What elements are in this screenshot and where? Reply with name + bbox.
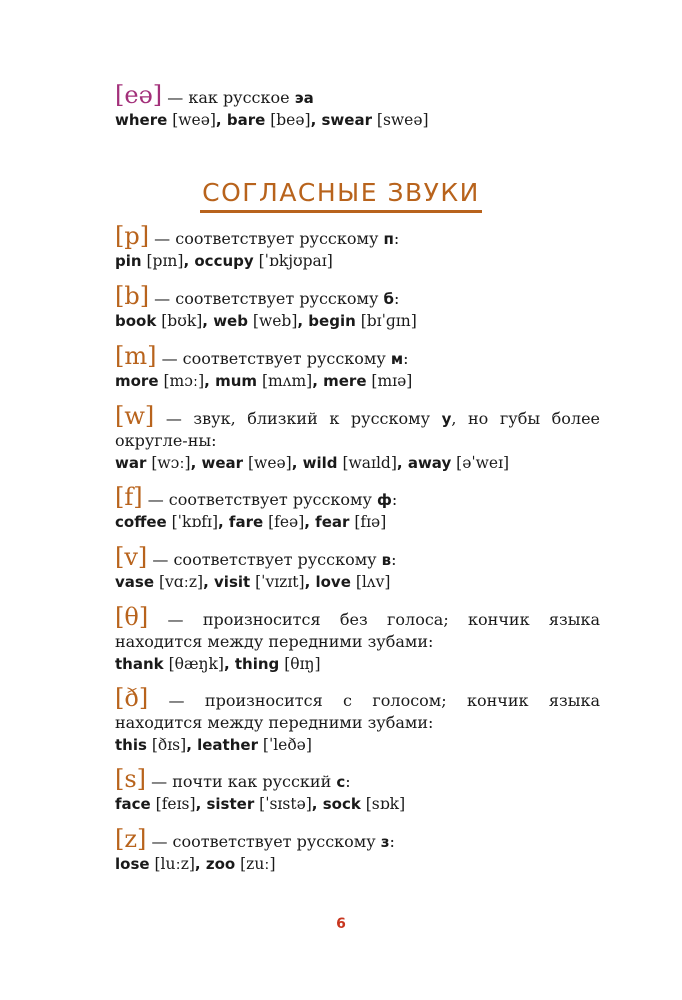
phoneme-symbol: [w] bbox=[115, 402, 155, 430]
entry-phoneme bbox=[115, 404, 600, 473]
entry-phoneme bbox=[115, 827, 600, 874]
example-word: vase bbox=[115, 573, 155, 591]
entry-ea bbox=[115, 83, 600, 130]
example-ipa: [sɒk] bbox=[360, 795, 406, 813]
entry-phoneme bbox=[115, 605, 600, 674]
entry-phoneme bbox=[115, 284, 600, 331]
example-ipa: [fɪə] bbox=[349, 513, 387, 531]
example-word: mere bbox=[323, 372, 367, 390]
example-word: this bbox=[115, 736, 147, 754]
example-word: thank bbox=[115, 655, 164, 673]
example-words: coffee [ˈkɒfɪ], fare [feə], fear [fɪə] bbox=[115, 513, 387, 531]
example-ipa: [weə] bbox=[167, 111, 216, 129]
entry-phoneme bbox=[115, 485, 600, 532]
example-word: fare bbox=[228, 513, 264, 531]
example-ipa: [beə] bbox=[265, 111, 311, 129]
example-ipa: [əˈweɪ] bbox=[451, 454, 510, 472]
example-ipa: [feə] bbox=[263, 513, 305, 531]
example-words: face [feɪs], sister [ˈsɪstə], sock [sɒk] bbox=[115, 795, 406, 813]
example-word: occupy bbox=[194, 252, 254, 270]
example-ipa: [ˈɒkjʊpaɪ] bbox=[253, 252, 333, 270]
entry-phoneme bbox=[115, 344, 600, 391]
entry-phoneme bbox=[115, 545, 600, 592]
example-word: fear bbox=[315, 513, 350, 531]
phoneme-symbol: [ð] bbox=[115, 684, 149, 712]
example-ipa: [θæŋk] bbox=[163, 655, 224, 673]
example-word: zoo bbox=[205, 855, 236, 873]
example-word: pin bbox=[115, 252, 142, 270]
example-ipa: [bʊk] bbox=[156, 312, 203, 330]
example-ipa: [bɪˈɡɪn] bbox=[355, 312, 417, 330]
phoneme-symbol: [z] bbox=[115, 825, 147, 853]
phoneme-description: — соответствует русскому bbox=[146, 832, 381, 851]
phoneme-description-tail: : bbox=[403, 349, 409, 368]
example-ipa: [ˈleðə] bbox=[257, 736, 312, 754]
phoneme-bold: у bbox=[441, 410, 452, 428]
phoneme-description-tail: : bbox=[393, 229, 400, 248]
example-ipa: [feɪs] bbox=[150, 795, 196, 813]
example-word: face bbox=[115, 795, 151, 813]
example-words: pin [pɪn], occupy [ˈɒkjʊpaɪ] bbox=[115, 252, 333, 270]
example-words: more [mɔː], mum [mʌm], mere [mɪə] bbox=[115, 372, 413, 390]
phoneme-description-tail: : bbox=[391, 550, 397, 569]
phoneme-bold: з bbox=[380, 833, 390, 851]
phoneme-symbol: [θ] bbox=[115, 603, 149, 631]
example-word: leather bbox=[197, 736, 258, 754]
example-word: wild bbox=[302, 454, 338, 472]
phoneme-symbol: [p] bbox=[115, 222, 150, 250]
example-ipa: [wɔː] bbox=[146, 454, 191, 472]
example-word: wear bbox=[201, 454, 244, 472]
example-ipa: [sweə] bbox=[371, 111, 429, 129]
phoneme-bold: эа bbox=[294, 89, 314, 107]
phoneme-description: — соответствует русскому bbox=[149, 229, 384, 248]
example-word: swear bbox=[321, 111, 372, 129]
example-word: mum bbox=[215, 372, 258, 390]
example-ipa: [ˈvɪzɪt] bbox=[250, 573, 305, 591]
example-ipa: [web] bbox=[247, 312, 298, 330]
phoneme-description: — соответствует русскому bbox=[149, 289, 384, 308]
phoneme-description-tail: , но губы более округле-ны: bbox=[115, 409, 601, 450]
phoneme-description: — произносится без голоса; кончик языка находится между передними зубами: bbox=[115, 610, 600, 651]
example-words: thank [θæŋk], thing [θɪŋ] bbox=[115, 655, 321, 673]
example-ipa: [mʌm] bbox=[257, 372, 313, 390]
phoneme-symbol: [eə] bbox=[115, 81, 163, 109]
example-ipa: [θɪŋ] bbox=[279, 655, 321, 673]
example-word: lose bbox=[115, 855, 150, 873]
example-word: war bbox=[115, 454, 147, 472]
example-ipa: [lʌv] bbox=[350, 573, 391, 591]
phoneme-description: — звук, близкий к русскому bbox=[154, 409, 442, 428]
phoneme-bold: ф bbox=[376, 491, 392, 509]
example-ipa: [ˈsɪstə] bbox=[254, 795, 312, 813]
example-ipa: [weə] bbox=[243, 454, 292, 472]
phoneme-description: — как русское bbox=[162, 88, 295, 107]
phoneme-symbol: [s] bbox=[115, 765, 147, 793]
example-word: more bbox=[115, 372, 159, 390]
example-ipa: [pɪn] bbox=[141, 252, 184, 270]
example-words: war [wɔː], wear [weə], wild [waɪld], away [əˈweɪ] bbox=[115, 454, 510, 472]
phoneme-description: — соответствует русскому bbox=[147, 550, 382, 569]
example-ipa: [vɑːz] bbox=[154, 573, 204, 591]
section-title-text: СОГЛАСНЫЕ ЗВУКИ bbox=[200, 178, 482, 213]
example-ipa: [waɪld] bbox=[337, 454, 397, 472]
phoneme-description: — соответствует русскому bbox=[142, 490, 377, 509]
phoneme-description-tail: : bbox=[393, 289, 400, 308]
example-ipa: [ˈkɒfɪ] bbox=[166, 513, 218, 531]
example-word: where bbox=[115, 111, 168, 129]
example-word: away bbox=[407, 454, 452, 472]
phoneme-description-tail: : bbox=[391, 490, 398, 509]
section-title bbox=[0, 178, 682, 213]
phoneme-description: — почти как русский bbox=[146, 772, 337, 791]
example-word: book bbox=[115, 312, 157, 330]
example-ipa: [mɔː] bbox=[158, 372, 205, 390]
example-word: web bbox=[213, 312, 248, 330]
example-ipa: [zuː] bbox=[235, 855, 276, 873]
phoneme-symbol: [m] bbox=[115, 342, 157, 370]
entry-phoneme bbox=[115, 767, 600, 814]
example-word: sock bbox=[322, 795, 361, 813]
example-words: this [ðɪs], leather [ˈleðə] bbox=[115, 736, 312, 754]
example-words: vase [vɑːz], visit [ˈvɪzɪt], love [lʌv] bbox=[115, 573, 391, 591]
example-word: thing bbox=[234, 655, 280, 673]
example-word: visit bbox=[214, 573, 251, 591]
phoneme-symbol: [b] bbox=[115, 282, 150, 310]
phoneme-bold: п bbox=[383, 230, 394, 248]
example-word: love bbox=[315, 573, 351, 591]
phoneme-description-tail: : bbox=[389, 832, 395, 851]
example-ipa: [luːz] bbox=[149, 855, 195, 873]
example-words: where [weə], bare [beə], swear [sweə] bbox=[115, 111, 429, 129]
phoneme-symbol: [v] bbox=[115, 543, 148, 571]
example-words: book [bʊk], web [web], begin [bɪˈɡɪn] bbox=[115, 312, 417, 330]
example-word: bare bbox=[226, 111, 266, 129]
phoneme-description: — соответствует русскому bbox=[156, 349, 391, 368]
phoneme-symbol: [f] bbox=[115, 483, 143, 511]
example-word: begin bbox=[308, 312, 356, 330]
example-ipa: [mɪə] bbox=[366, 372, 413, 390]
phoneme-bold: м bbox=[390, 350, 404, 368]
phoneme-description: — произносится с голосом; кончик языка находится между передними зубами: bbox=[115, 691, 600, 732]
phoneme-bold: в bbox=[381, 551, 392, 569]
phoneme-bold: б bbox=[383, 290, 394, 308]
entry-phoneme bbox=[115, 686, 600, 755]
example-ipa: [ðɪs] bbox=[146, 736, 187, 754]
example-word: coffee bbox=[115, 513, 167, 531]
page-number: 6 bbox=[336, 916, 346, 932]
example-words: lose [luːz], zoo [zuː] bbox=[115, 855, 276, 873]
entry-phoneme bbox=[115, 224, 600, 271]
phoneme-description-tail: : bbox=[345, 772, 351, 791]
phoneme-bold: с bbox=[336, 773, 346, 791]
example-word: sister bbox=[206, 795, 255, 813]
